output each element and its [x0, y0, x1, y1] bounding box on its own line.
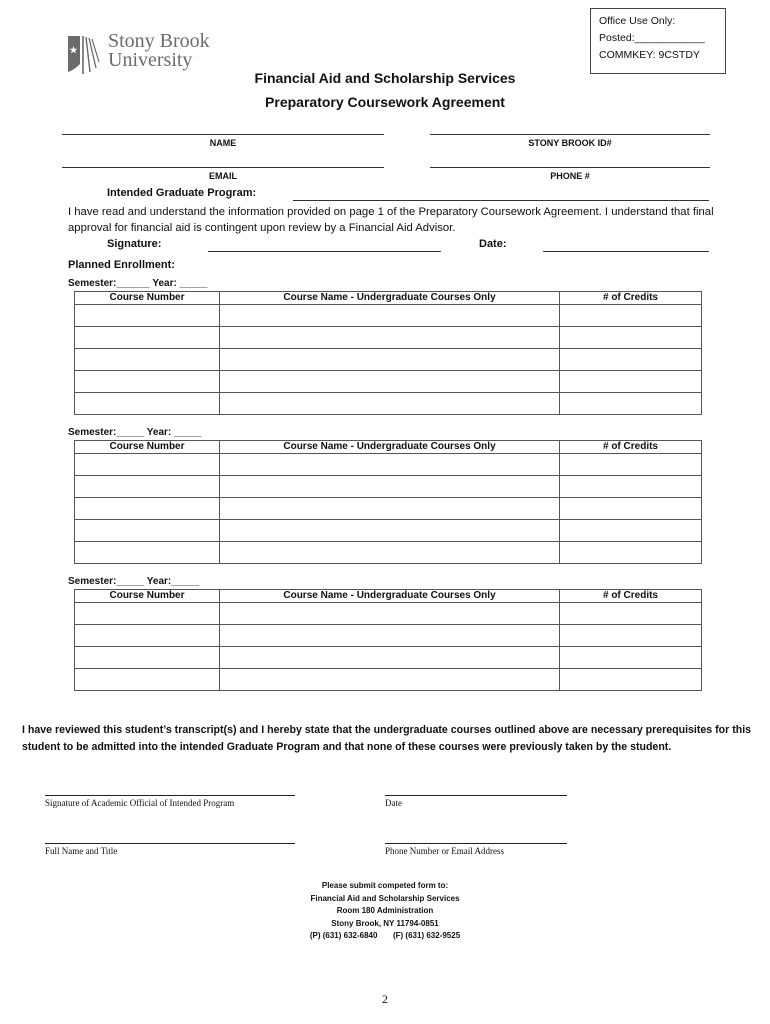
full-name-line[interactable]	[45, 843, 295, 844]
table-row	[75, 371, 702, 393]
name-label: NAME	[209, 138, 237, 148]
table-row	[75, 327, 702, 349]
credits-cell[interactable]	[560, 498, 702, 520]
name-line[interactable]	[62, 134, 384, 135]
table-row	[75, 603, 702, 625]
course-name-cell[interactable]	[220, 305, 560, 327]
credits-cell[interactable]	[560, 454, 702, 476]
course-number-header: Course Number	[75, 590, 220, 603]
logo-line-1: Stony Brook	[108, 30, 210, 52]
page-subtitle: Preparatory Coursework Agreement	[265, 94, 505, 110]
course-number-cell[interactable]	[75, 454, 220, 476]
official-date-label: Date	[385, 798, 402, 808]
office-use-label: Office Use Only:	[599, 15, 676, 27]
course-name-cell[interactable]	[220, 349, 560, 371]
table-row	[75, 520, 702, 542]
credits-cell[interactable]	[560, 542, 702, 564]
official-signature-line[interactable]	[45, 795, 295, 796]
semester-1-label: Semester:______ Year: _____	[68, 278, 208, 289]
logo-wordmark	[108, 32, 210, 70]
table-row	[75, 305, 702, 327]
course-name-cell[interactable]	[220, 371, 560, 393]
course-number-header: Course Number	[75, 441, 220, 454]
intended-program-line[interactable]	[293, 200, 709, 201]
planned-enrollment-label: Planned Enrollment:	[68, 259, 175, 271]
table-row	[75, 669, 702, 691]
office-use-box	[590, 8, 726, 74]
table-row	[75, 542, 702, 564]
table-row	[75, 625, 702, 647]
course-name-cell[interactable]	[220, 603, 560, 625]
course-number-cell[interactable]	[75, 371, 220, 393]
credits-cell[interactable]	[560, 625, 702, 647]
credits-cell[interactable]	[560, 520, 702, 542]
course-number-cell[interactable]	[75, 669, 220, 691]
email-label: EMAIL	[209, 171, 237, 181]
course-name-header: Course Name - Undergraduate Courses Only	[220, 590, 560, 603]
page-number: 2	[382, 992, 388, 1006]
course-table-2	[74, 440, 702, 564]
course-name-cell[interactable]	[220, 669, 560, 691]
credits-cell[interactable]	[560, 603, 702, 625]
submit-line-1: Please submit competed form to:	[321, 881, 449, 890]
course-number-cell[interactable]	[75, 349, 220, 371]
submit-line-3: Room 180 Administration	[336, 906, 434, 915]
contact-label: Phone Number or Email Address	[385, 846, 504, 856]
course-number-cell[interactable]	[75, 647, 220, 669]
semester-2-label: Semester:_____ Year: _____	[68, 427, 202, 438]
posted-line	[599, 30, 725, 47]
course-number-cell[interactable]	[75, 625, 220, 647]
official-date-line[interactable]	[385, 795, 567, 796]
table-row	[75, 349, 702, 371]
course-number-cell[interactable]	[75, 542, 220, 564]
credits-cell[interactable]	[560, 669, 702, 691]
submission-info	[0, 880, 770, 943]
commkey: COMMKEY: 9CSTDY	[599, 49, 700, 61]
phone-label: PHONE #	[550, 171, 590, 181]
posted-blank: ____________	[634, 32, 705, 44]
course-number-header: Course Number	[75, 292, 220, 305]
intended-program-label: Intended Graduate Program:	[107, 187, 257, 199]
course-table-3	[74, 589, 702, 691]
email-line[interactable]	[62, 167, 384, 168]
course-name-header: Course Name - Undergraduate Courses Only	[220, 441, 560, 454]
submit-line-5: (P) (631) 632-6840 (F) (631) 632-9525	[309, 931, 461, 940]
submit-line-2: Financial Aid and Scholarship Services	[310, 893, 460, 903]
table-row	[75, 393, 702, 415]
course-name-cell[interactable]	[220, 625, 560, 647]
id-label: STONY BROOK ID#	[528, 138, 612, 148]
course-name-cell[interactable]	[220, 476, 560, 498]
posted-label: Posted:	[599, 32, 635, 44]
table-row	[75, 498, 702, 520]
course-number-cell[interactable]	[75, 393, 220, 415]
signature-label: Signature:	[107, 238, 162, 250]
credits-cell[interactable]	[560, 476, 702, 498]
course-name-header: Course Name - Undergraduate Courses Only	[220, 292, 560, 305]
table-row	[75, 647, 702, 669]
agreement-text: I have read and understand the information provided on page 1 of the Preparatory Coursework Agreement. I understand that final approval for financial aid is contingent upon review by a Financial Aid Advisor.	[68, 206, 714, 234]
credits-header: # of Credits	[560, 590, 702, 603]
signature-line[interactable]	[208, 251, 441, 252]
review-statement: I have reviewed this student’s transcript(s) and I hereby state that the undergraduate courses outlined above are necessary prerequisites for this student to be admitted into the intended Graduate Program and that none of these courses were previously taken by the student.	[22, 724, 752, 753]
id-line[interactable]	[430, 134, 710, 135]
date-label: Date:	[479, 238, 507, 250]
submit-line-4: Stony Brook, NY 11794-0851	[331, 918, 439, 928]
table-row	[75, 454, 702, 476]
credits-cell[interactable]	[560, 393, 702, 415]
date-line[interactable]	[543, 251, 709, 252]
full-name-label: Full Name and Title	[45, 846, 118, 856]
course-number-cell[interactable]	[75, 603, 220, 625]
credits-cell[interactable]	[560, 647, 702, 669]
credits-cell[interactable]	[560, 327, 702, 349]
course-number-cell[interactable]	[75, 327, 220, 349]
course-name-cell[interactable]	[220, 542, 560, 564]
credits-cell[interactable]	[560, 371, 702, 393]
contact-line[interactable]	[385, 843, 567, 844]
course-name-cell[interactable]	[220, 393, 560, 415]
credits-header: # of Credits	[560, 441, 702, 454]
phone-line[interactable]	[430, 167, 710, 168]
credits-cell[interactable]	[560, 305, 702, 327]
course-name-cell[interactable]	[220, 454, 560, 476]
course-number-cell[interactable]	[75, 476, 220, 498]
course-name-cell[interactable]	[220, 498, 560, 520]
course-number-cell[interactable]	[75, 498, 220, 520]
table-row	[75, 476, 702, 498]
logo-line-2: University	[108, 49, 193, 71]
course-name-cell[interactable]	[220, 647, 560, 669]
course-number-cell[interactable]	[75, 305, 220, 327]
course-name-cell[interactable]	[220, 520, 560, 542]
official-signature-label: Signature of Academic Official of Intended Program	[45, 798, 235, 808]
course-name-cell[interactable]	[220, 327, 560, 349]
credits-header: # of Credits	[560, 292, 702, 305]
semester-3-label: Semester:_____ Year:_____	[68, 576, 200, 587]
page-title: Financial Aid and Scholarship Services	[254, 70, 516, 86]
credits-cell[interactable]	[560, 349, 702, 371]
course-number-cell[interactable]	[75, 520, 220, 542]
course-table-1	[74, 291, 702, 415]
